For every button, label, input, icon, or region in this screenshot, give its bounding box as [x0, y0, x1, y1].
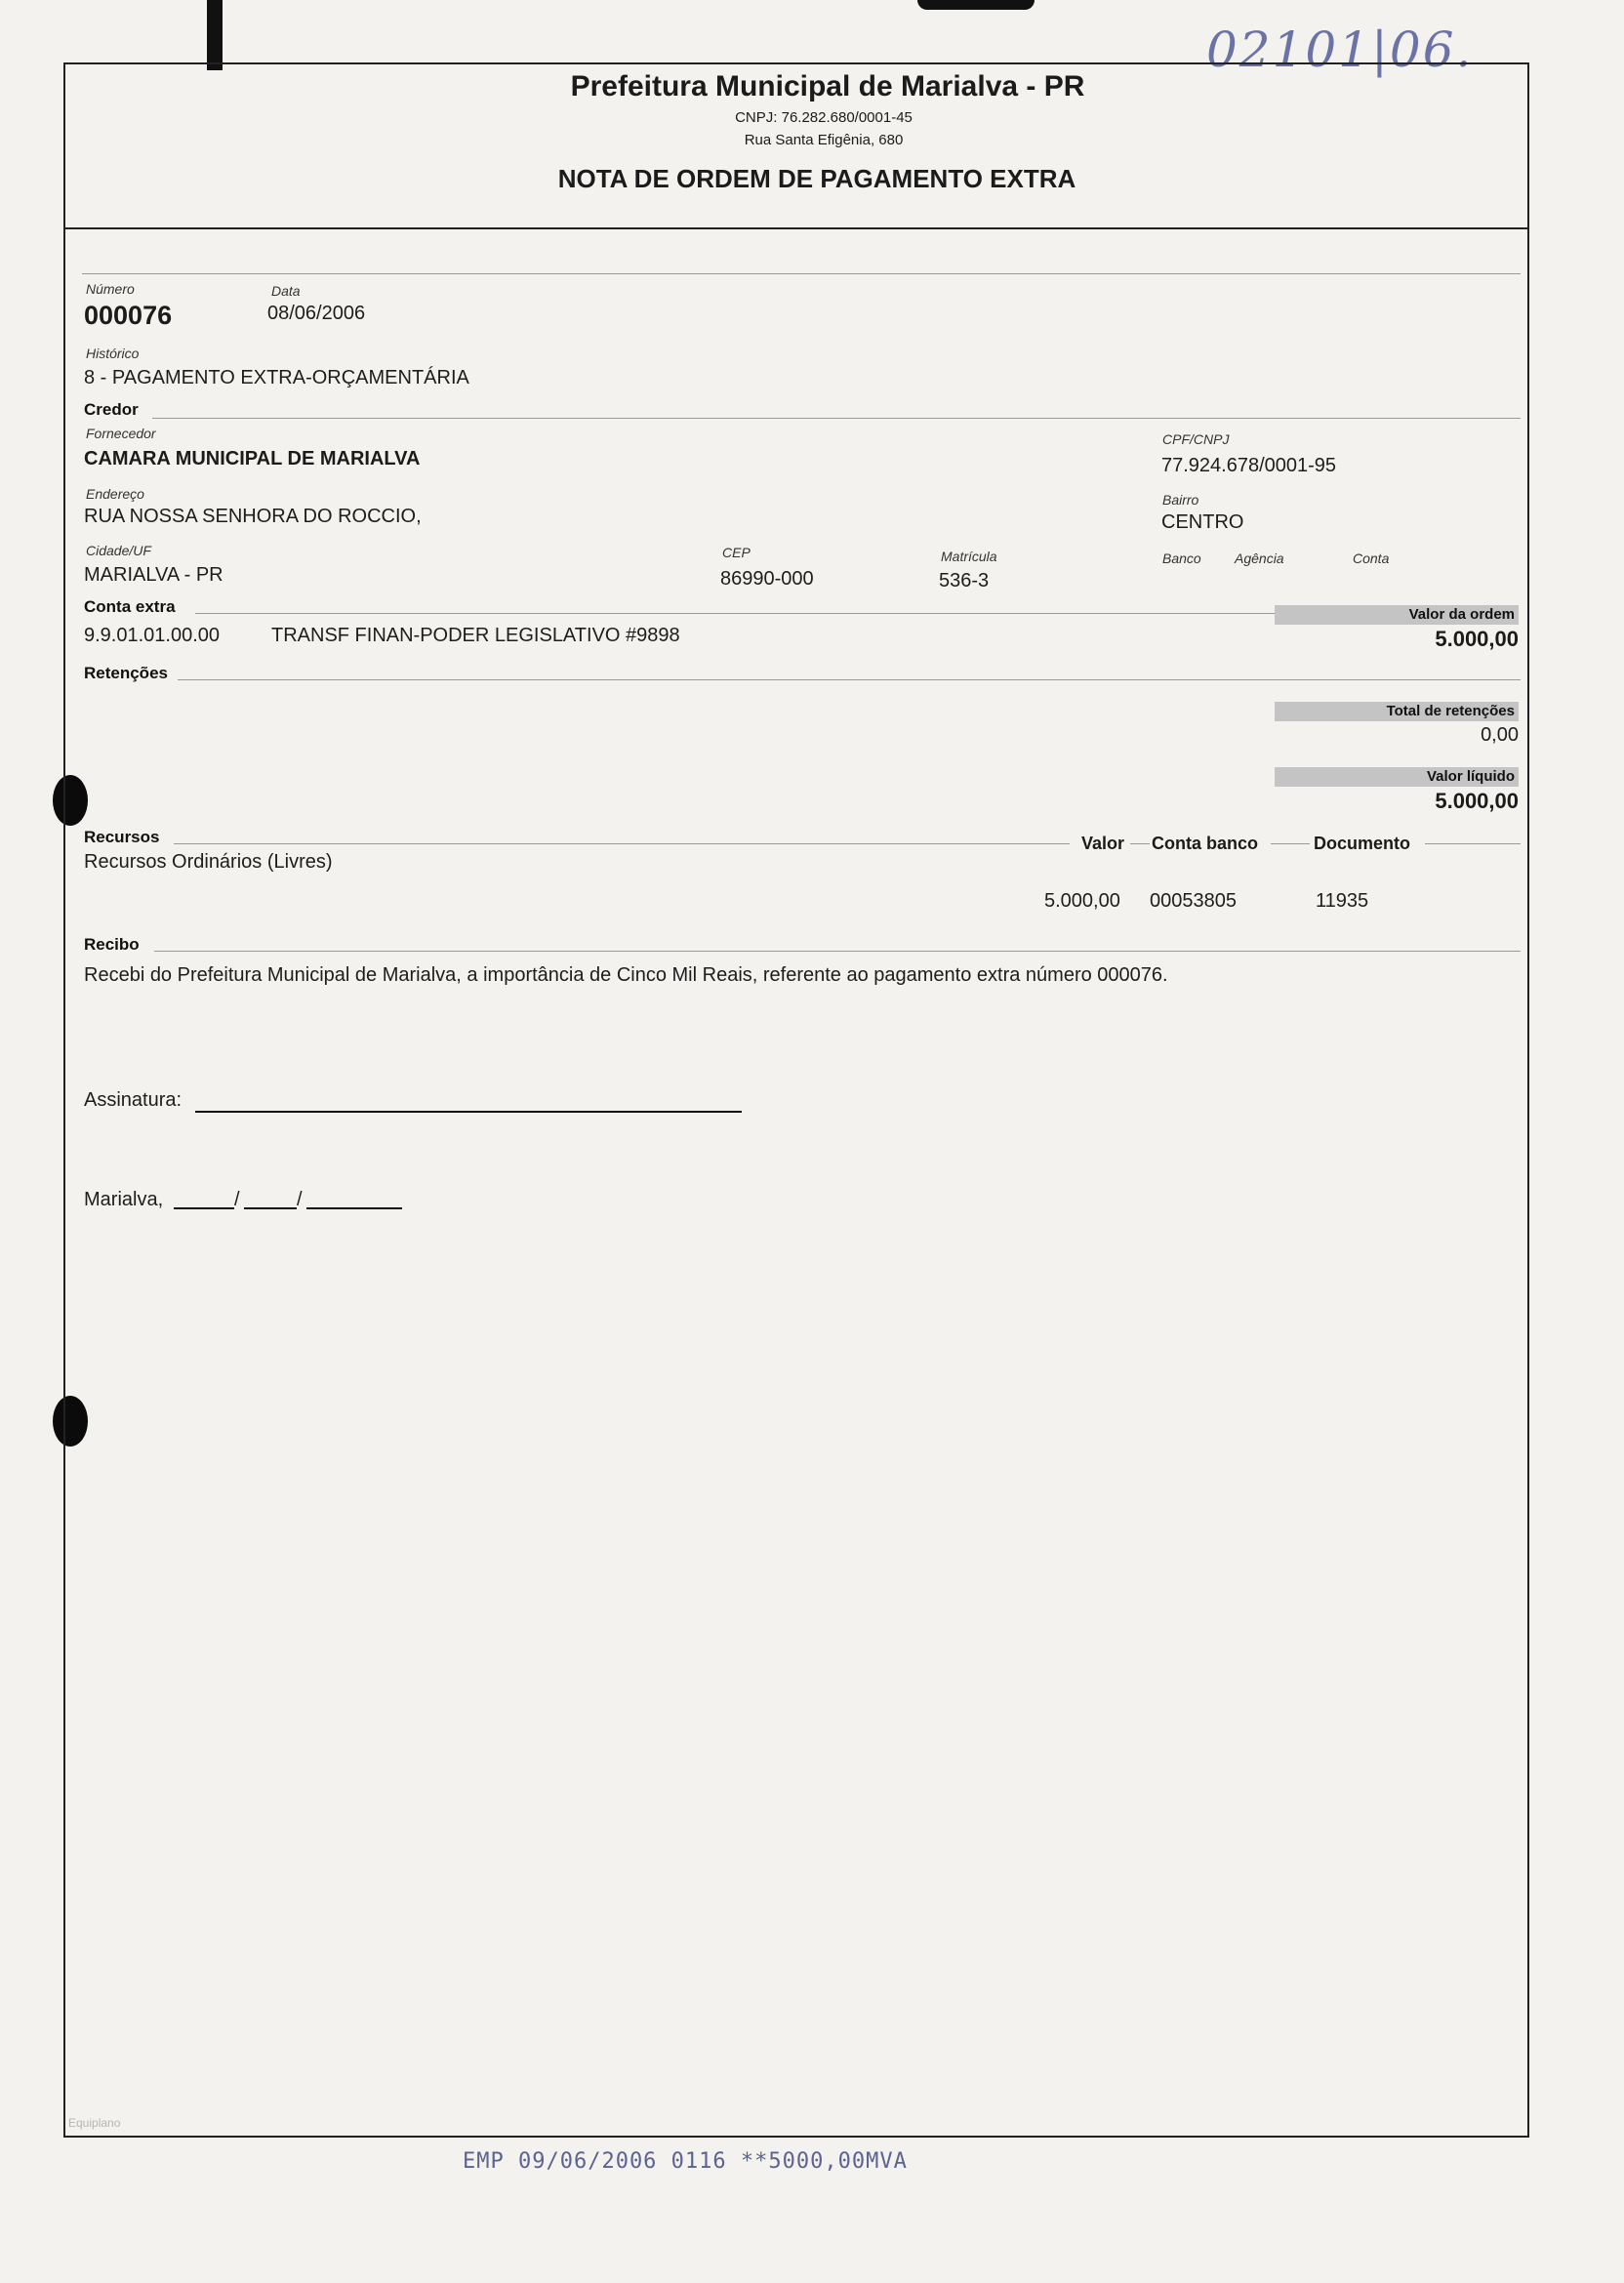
recursos-valor: 5.000,00 — [1044, 890, 1120, 912]
recursos-conta-banco: 00053805 — [1150, 890, 1237, 912]
divider — [1425, 843, 1521, 844]
cep-value: 86990-000 — [720, 568, 814, 590]
date-day-line — [174, 1207, 234, 1209]
valor-liquido-value: 5.000,00 — [1435, 789, 1519, 813]
cpf-label: CPF/CNPJ — [1162, 431, 1230, 447]
data-label: Data — [271, 283, 301, 299]
conta-label: Conta — [1353, 550, 1390, 566]
fornecedor-label: Fornecedor — [86, 426, 156, 441]
recursos-conta-banco-label: Conta banco — [1152, 834, 1259, 853]
fornecedor-value: CAMARA MUNICIPAL DE MARIALVA — [84, 448, 421, 469]
cidade-value: MARIALVA - PR — [84, 564, 223, 586]
agencia-label: Agência — [1235, 550, 1284, 566]
address-line: Rua Santa Efigênia, 680 — [744, 132, 904, 148]
recursos-valor-label: Valor — [1081, 834, 1125, 853]
divider — [152, 418, 1521, 419]
binder-mark — [207, 0, 223, 70]
divider — [195, 613, 1275, 614]
valor-ordem-value: 5.000,00 — [1435, 627, 1519, 651]
recursos-documento-label: Documento — [1314, 834, 1410, 853]
binder-mark-top — [917, 0, 1035, 10]
recursos-section-title: Recursos — [84, 828, 160, 846]
date-separator: / — [297, 1189, 303, 1210]
valor-ordem-label: Valor da ordem — [1275, 605, 1519, 625]
historico-label: Histórico — [86, 346, 140, 361]
total-retencoes-value: 0,00 — [1481, 724, 1519, 746]
header-separator — [63, 227, 1529, 229]
date-separator: / — [234, 1189, 240, 1210]
divider — [1130, 843, 1150, 844]
date-year-line — [306, 1207, 402, 1209]
local-label: Marialva, — [84, 1189, 164, 1210]
date-month-line — [244, 1207, 297, 1209]
divider — [178, 679, 1521, 680]
assinatura-label: Assinatura: — [84, 1089, 183, 1111]
cep-label: CEP — [722, 545, 751, 560]
numero-label: Número — [86, 281, 135, 297]
divider — [154, 951, 1521, 952]
conta-extra-code: 9.9.01.01.00.00 — [84, 625, 221, 646]
total-retencoes-label: Total de retenções — [1275, 702, 1519, 721]
retencoes-section-title: Retenções — [84, 664, 168, 682]
recursos-description: Recursos Ordinários (Livres) — [84, 851, 333, 873]
historico-value: 8 - PAGAMENTO EXTRA-ORÇAMENTÁRIA — [84, 367, 469, 388]
software-mark: Equiplano — [68, 2116, 121, 2130]
matricula-value: 536-3 — [939, 570, 990, 591]
matricula-label: Matrícula — [941, 549, 997, 564]
endereco-label: Endereço — [86, 486, 144, 502]
divider — [1271, 843, 1310, 844]
conta-extra-section-title: Conta extra — [84, 597, 176, 616]
divider — [174, 843, 1070, 844]
mechanical-stamp: EMP 09/06/2006 0116 **5000,00MVA — [463, 2149, 908, 2174]
banco-label: Banco — [1162, 550, 1201, 566]
endereco-value: RUA NOSSA SENHORA DO ROCCIO, — [84, 506, 422, 527]
data-value: 08/06/2006 — [267, 303, 366, 324]
handwritten-reference: 02101|06. — [1206, 21, 1474, 78]
divider — [82, 273, 1521, 274]
bairro-label: Bairro — [1162, 492, 1199, 508]
assinatura-line — [195, 1111, 742, 1113]
recibo-section-title: Recibo — [84, 935, 140, 954]
valor-liquido-label: Valor líquido — [1275, 767, 1519, 787]
bairro-value: CENTRO — [1161, 511, 1244, 533]
conta-extra-description: TRANSF FINAN-PODER LEGISLATIVO #9898 — [271, 625, 680, 646]
header — [63, 70, 1529, 194]
document-title: NOTA DE ORDEM DE PAGAMENTO EXTRA — [557, 164, 1076, 193]
page-title: Prefeitura Municipal de Marialva - PR — [570, 70, 1085, 102]
cnpj-line: CNPJ: 76.282.680/0001-45 — [735, 109, 913, 126]
numero-value: 000076 — [84, 301, 173, 330]
credor-section-title: Credor — [84, 400, 139, 419]
cpf-value: 77.924.678/0001-95 — [1161, 455, 1337, 476]
recursos-documento: 11935 — [1316, 890, 1369, 912]
recibo-text: Recebi do Prefeitura Municipal de Marialva, a importância de Cinco Mil Reais, referente ao pagamento extra número 000076. — [84, 964, 1168, 986]
cidade-label: Cidade/UF — [86, 543, 151, 558]
